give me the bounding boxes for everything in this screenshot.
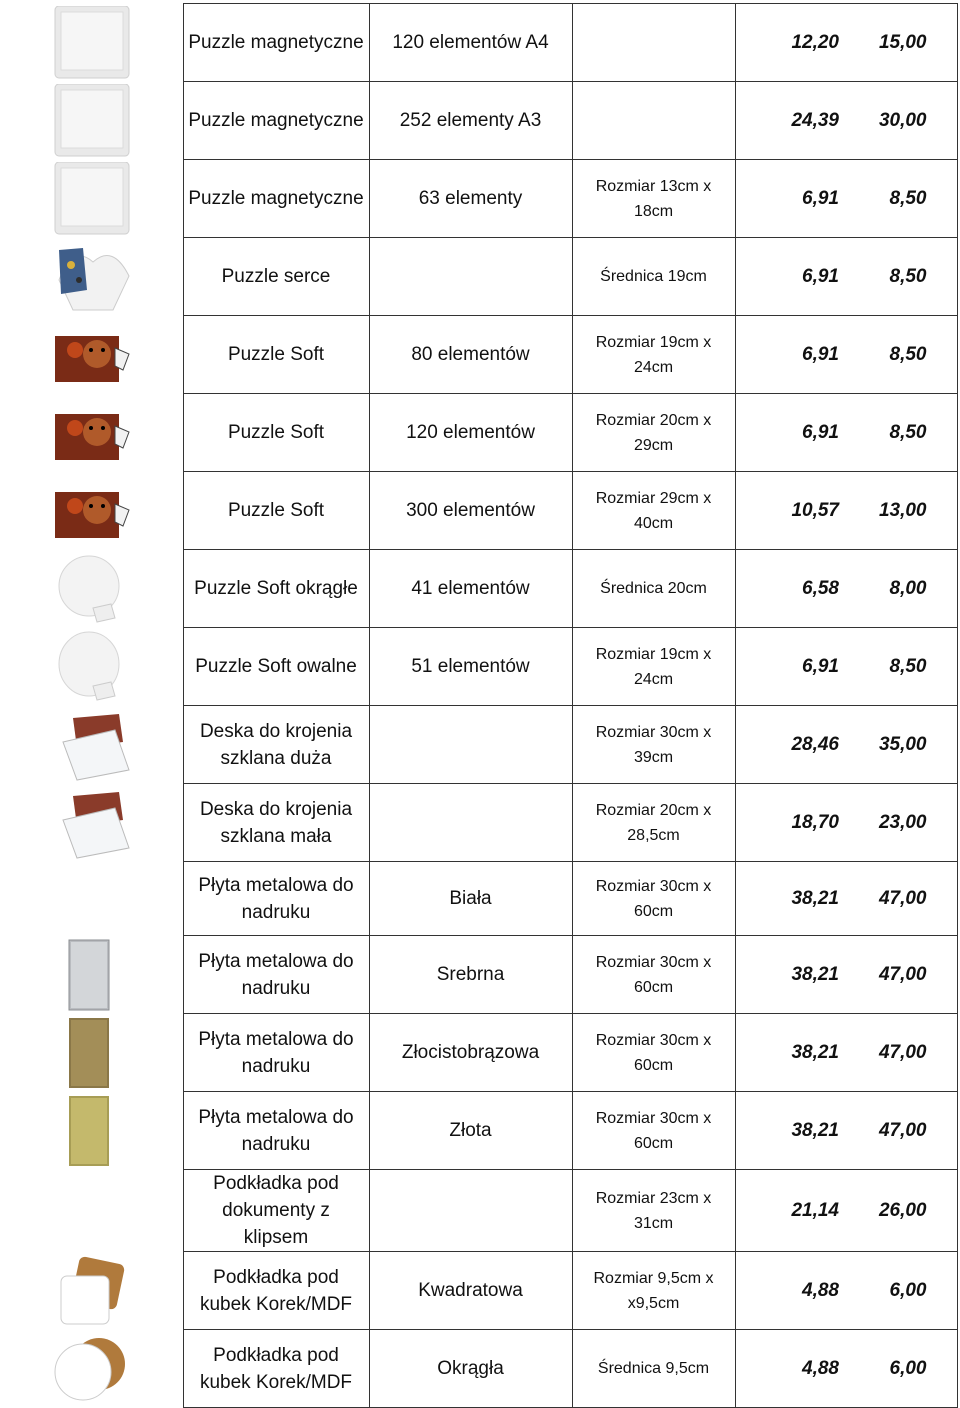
table-row	[3, 1014, 957, 1092]
price-net: 12,20	[735, 4, 849, 82]
oval-puzzle-thumbnail	[53, 630, 133, 704]
magnetic-puzzle-thumbnail	[53, 6, 133, 80]
product-size: Rozmiar 19cm x 24cm	[572, 628, 735, 706]
product-image-cell	[3, 628, 183, 706]
price-net: 6,91	[735, 238, 849, 316]
product-name: Puzzle magnetyczne	[183, 82, 369, 160]
product-size	[572, 82, 735, 160]
product-image-cell	[3, 706, 183, 784]
product-variant: 120 elementów	[369, 394, 572, 472]
product-name: Puzzle serce	[183, 238, 369, 316]
product-size: Średnica 9,5cm	[572, 1330, 735, 1408]
teddy-bear-puzzle-thumbnail	[53, 396, 133, 470]
price-net: 28,46	[735, 706, 849, 784]
price-gross: 35,00	[849, 706, 957, 784]
product-image-cell	[3, 1252, 183, 1330]
product-variant	[369, 1170, 572, 1252]
table-row	[3, 1170, 957, 1252]
price-net: 38,21	[735, 1092, 849, 1170]
gold-metal-plate-thumbnail	[53, 1094, 133, 1168]
price-gross: 6,00	[849, 1252, 957, 1330]
price-net: 6,58	[735, 550, 849, 628]
price-gross: 8,00	[849, 550, 957, 628]
product-variant: 51 elementów	[369, 628, 572, 706]
table-row	[3, 936, 957, 1014]
price-gross: 47,00	[849, 936, 957, 1014]
product-image-cell	[3, 82, 183, 160]
table-row	[3, 160, 957, 238]
product-variant: Kwadratowa	[369, 1252, 572, 1330]
price-net: 21,14	[735, 1170, 849, 1252]
product-name: Deska do krojenia szklana mała	[183, 784, 369, 862]
product-image-cell	[3, 862, 183, 936]
product-size: Rozmiar 30cm x 60cm	[572, 862, 735, 936]
glass-cutting-board-thumbnail	[53, 786, 133, 860]
product-image-cell	[3, 394, 183, 472]
price-gross: 30,00	[849, 82, 957, 160]
product-variant: 80 elementów	[369, 316, 572, 394]
product-variant: Złota	[369, 1092, 572, 1170]
round-coaster-thumbnail	[53, 1332, 133, 1406]
price-net: 38,21	[735, 862, 849, 936]
price-gross: 47,00	[849, 1014, 957, 1092]
product-size: Rozmiar 20cm x 28,5cm	[572, 784, 735, 862]
product-name: Puzzle magnetyczne	[183, 4, 369, 82]
price-net: 4,88	[735, 1330, 849, 1408]
product-size	[572, 4, 735, 82]
product-name: Płyta metalowa do nadruku	[183, 936, 369, 1014]
product-name: Deska do krojenia szklana duża	[183, 706, 369, 784]
product-image-cell	[3, 316, 183, 394]
product-variant	[369, 706, 572, 784]
product-image-cell	[3, 1170, 183, 1252]
table-row	[3, 550, 957, 628]
product-variant: Srebrna	[369, 936, 572, 1014]
square-coaster-thumbnail	[53, 1254, 133, 1328]
product-image-cell	[3, 4, 183, 82]
product-name: Płyta metalowa do nadruku	[183, 862, 369, 936]
glass-cutting-board-thumbnail	[53, 708, 133, 782]
table-row	[3, 1252, 957, 1330]
price-gross: 8,50	[849, 628, 957, 706]
silver-metal-plate-thumbnail	[53, 938, 133, 1012]
price-net: 4,88	[735, 1252, 849, 1330]
product-name: Podkładka pod kubek Korek/MDF	[183, 1252, 369, 1330]
product-name: Podkładka pod dokumenty z klipsem	[183, 1170, 369, 1252]
price-gross: 15,00	[849, 4, 957, 82]
product-image-cell	[3, 784, 183, 862]
magnetic-puzzle-thumbnail	[53, 162, 133, 236]
product-name: Puzzle Soft owalne	[183, 628, 369, 706]
heart-puzzle-thumbnail	[53, 240, 133, 314]
price-gross: 6,00	[849, 1330, 957, 1408]
clipboard-thumbnail	[53, 1174, 133, 1248]
product-name: Puzzle Soft	[183, 316, 369, 394]
table-row	[3, 4, 957, 82]
product-variant: Złocistobrązowa	[369, 1014, 572, 1092]
table-row	[3, 1330, 957, 1408]
product-variant: 41 elementów	[369, 550, 572, 628]
product-variant	[369, 238, 572, 316]
product-variant: 300 elementów	[369, 472, 572, 550]
product-price-table	[3, 3, 958, 1408]
product-name: Puzzle Soft okrągłe	[183, 550, 369, 628]
price-net: 38,21	[735, 1014, 849, 1092]
price-gross: 47,00	[849, 1092, 957, 1170]
table-row	[3, 82, 957, 160]
product-size: Rozmiar 23cm x 31cm	[572, 1170, 735, 1252]
product-image-cell	[3, 1092, 183, 1170]
magnetic-puzzle-thumbnail	[53, 84, 133, 158]
white-metal-plate-thumbnail	[53, 862, 133, 936]
product-size: Średnica 19cm	[572, 238, 735, 316]
price-net: 6,91	[735, 160, 849, 238]
product-size: Średnica 20cm	[572, 550, 735, 628]
price-net: 6,91	[735, 316, 849, 394]
table-row	[3, 316, 957, 394]
price-gross: 47,00	[849, 862, 957, 936]
product-size: Rozmiar 30cm x 60cm	[572, 1092, 735, 1170]
table-row	[3, 784, 957, 862]
table-row	[3, 394, 957, 472]
price-gross: 8,50	[849, 394, 957, 472]
price-gross: 13,00	[849, 472, 957, 550]
table-row	[3, 706, 957, 784]
table-row	[3, 628, 957, 706]
product-variant	[369, 784, 572, 862]
teddy-bear-puzzle-thumbnail	[53, 474, 133, 548]
price-net: 6,91	[735, 394, 849, 472]
table-row	[3, 472, 957, 550]
product-name: Podkładka pod kubek Korek/MDF	[183, 1330, 369, 1408]
price-net: 6,91	[735, 628, 849, 706]
product-image-cell	[3, 160, 183, 238]
price-net: 10,57	[735, 472, 849, 550]
product-size: Rozmiar 30cm x 39cm	[572, 706, 735, 784]
price-net: 18,70	[735, 784, 849, 862]
price-net: 38,21	[735, 936, 849, 1014]
table-row	[3, 238, 957, 316]
price-gross: 8,50	[849, 238, 957, 316]
product-size: Rozmiar 13cm x 18cm	[572, 160, 735, 238]
product-name: Płyta metalowa do nadruku	[183, 1014, 369, 1092]
product-variant: Biała	[369, 862, 572, 936]
product-name: Puzzle Soft	[183, 472, 369, 550]
product-size: Rozmiar 9,5cm x x9,5cm	[572, 1252, 735, 1330]
price-gross: 8,50	[849, 316, 957, 394]
product-variant: 63 elementy	[369, 160, 572, 238]
product-size: Rozmiar 19cm x 24cm	[572, 316, 735, 394]
round-puzzle-thumbnail	[53, 552, 133, 626]
product-size: Rozmiar 29cm x 40cm	[572, 472, 735, 550]
teddy-bear-puzzle-thumbnail	[53, 318, 133, 392]
product-name: Puzzle Soft	[183, 394, 369, 472]
product-image-cell	[3, 936, 183, 1014]
product-variant: Okrągła	[369, 1330, 572, 1408]
product-size: Rozmiar 30cm x 60cm	[572, 936, 735, 1014]
price-net: 24,39	[735, 82, 849, 160]
product-name: Płyta metalowa do nadruku	[183, 1092, 369, 1170]
product-name: Puzzle magnetyczne	[183, 160, 369, 238]
price-gross: 23,00	[849, 784, 957, 862]
product-image-cell	[3, 238, 183, 316]
product-image-cell	[3, 1330, 183, 1408]
product-image-cell	[3, 1014, 183, 1092]
price-gross: 8,50	[849, 160, 957, 238]
product-image-cell	[3, 550, 183, 628]
gold-brushed-metal-plate-thumbnail	[53, 1016, 133, 1090]
product-variant: 120 elementów A4	[369, 4, 572, 82]
product-size: Rozmiar 20cm x 29cm	[572, 394, 735, 472]
table-row	[3, 1092, 957, 1170]
product-size: Rozmiar 30cm x 60cm	[572, 1014, 735, 1092]
table-row	[3, 862, 957, 936]
product-variant: 252 elementy A3	[369, 82, 572, 160]
price-gross: 26,00	[849, 1170, 957, 1252]
product-image-cell	[3, 472, 183, 550]
